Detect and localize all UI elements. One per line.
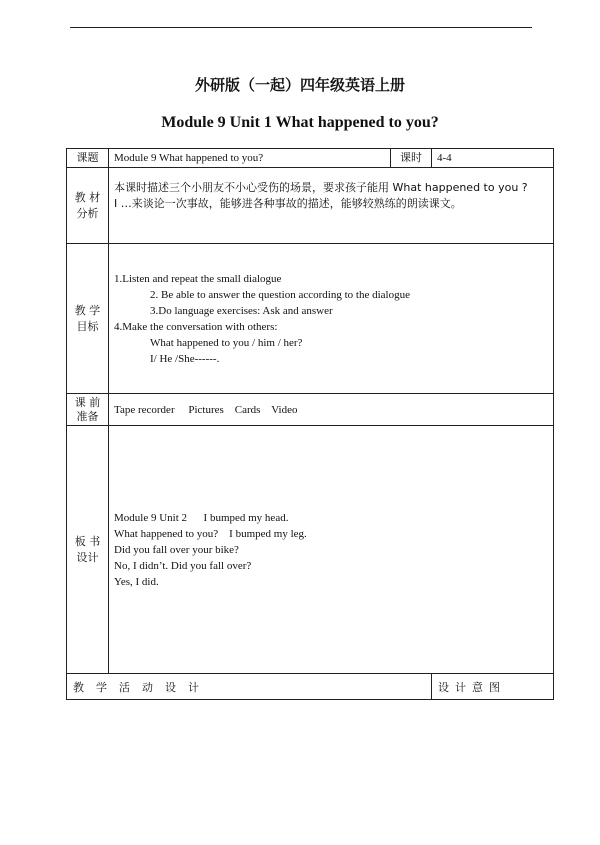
goals-label: 教 学 目标	[67, 244, 109, 394]
activities-label: 教学活动设计	[67, 674, 432, 700]
board-design	[109, 426, 554, 674]
board-label: 板 书 设计	[67, 426, 109, 674]
board-line: Yes, I did.	[114, 575, 159, 588]
board-line: Module 9 Unit 2 I bumped my head.	[114, 511, 289, 524]
period-value: 4-4	[432, 149, 554, 168]
period-label: 课时	[391, 149, 432, 168]
goal-item: I/ He /She------.	[150, 352, 220, 365]
goals-list	[109, 244, 554, 394]
board-line: No, I didn’t. Did you fall over?	[114, 559, 252, 572]
goal-item: 3.Do language exercises: Ask and answer	[150, 304, 333, 317]
intent-label: 设计意图	[432, 674, 554, 700]
goals-row	[67, 244, 554, 394]
goal-item: 4.Make the conversation with others:	[114, 320, 278, 333]
analysis-label: 教 材 分析	[67, 168, 109, 244]
analysis-row	[67, 168, 554, 244]
board-row	[67, 426, 554, 674]
lesson-title: Module 9 Unit 1 What happened to you?	[161, 114, 439, 131]
activities-row	[67, 674, 554, 700]
topic-value: Module 9 What happened to you?	[109, 149, 391, 168]
topic-row	[67, 149, 554, 168]
analysis-text: 本课时描述三个小朋友不小心受伤的场景，要求孩子能用 What happened to you ? I …来谈论一次事故，能够进各种事故的描述，能够较熟练的朗读课文。	[109, 168, 554, 244]
series-title: 外研版（一起）四年级英语上册	[194, 76, 405, 94]
topic-label: 课题	[67, 149, 109, 168]
board-line: Did you fall over your bike?	[114, 543, 239, 556]
goal-item: What happened to you / him / her?	[150, 336, 303, 349]
prep-label: 课 前 准备	[67, 394, 109, 426]
goal-item: 1.Listen and repeat the small dialogue	[114, 272, 282, 285]
goal-item: 2. Be able to answer the question according to the dialogue	[150, 288, 410, 301]
header-rule	[70, 27, 532, 28]
prep-items: Tape recorder Pictures Cards Video	[109, 394, 554, 426]
lesson-plan-table	[66, 148, 554, 700]
board-line: What happened to you? I bumped my leg.	[114, 527, 307, 540]
prep-row	[67, 394, 554, 426]
